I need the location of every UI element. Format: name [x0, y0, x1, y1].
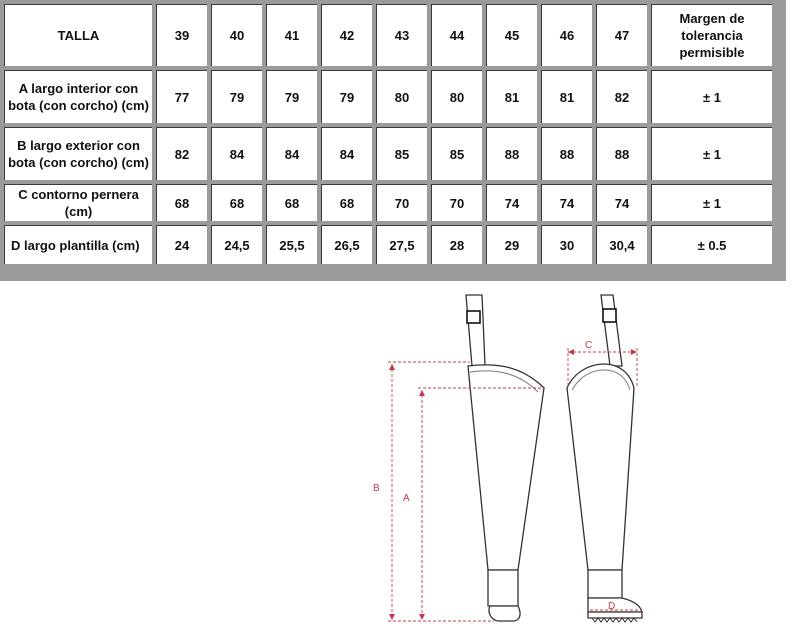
table-cell: 70 [376, 184, 427, 221]
table-cell: 84 [266, 127, 317, 180]
table-cell: 28 [431, 225, 482, 264]
table-cell: 79 [266, 70, 317, 123]
table-cell: 84 [321, 127, 372, 180]
size-header-cell: 40 [211, 4, 262, 66]
table-cell: 81 [486, 70, 537, 123]
table-cell: 68 [266, 184, 317, 221]
size-header-cell: 41 [266, 4, 317, 66]
table-cell: 79 [211, 70, 262, 123]
table-cell: 25,5 [266, 225, 317, 264]
table-cell: 80 [431, 70, 482, 123]
row-label: D largo plantilla (cm) [4, 225, 152, 264]
table-cell: 74 [486, 184, 537, 221]
table-cell: 85 [376, 127, 427, 180]
tolerance-header: Margen de tolerancia permisible [651, 4, 772, 66]
size-header-cell: 47 [596, 4, 647, 66]
size-header-cell: 43 [376, 4, 427, 66]
table-cell: 68 [321, 184, 372, 221]
table-cell: 88 [596, 127, 647, 180]
row-label: C contorno pernera (cm) [4, 184, 152, 221]
tolerance-cell: ± 1 [651, 70, 772, 123]
table-cell: 88 [541, 127, 592, 180]
table-cell: 74 [541, 184, 592, 221]
dimension-label-b: B [373, 483, 380, 494]
size-header-cell: 39 [156, 4, 207, 66]
wader-measurement-diagram [0, 281, 794, 626]
tolerance-cell: ± 1 [651, 127, 772, 180]
size-header-cell: 45 [486, 4, 537, 66]
tolerance-cell: ± 1 [651, 184, 772, 221]
wader-front-view [567, 295, 642, 622]
row-label: B largo exterior con bota (con corcho) (cm) [4, 127, 152, 180]
table-cell: 26,5 [321, 225, 372, 264]
wader-side-view [466, 295, 544, 621]
size-table [0, 0, 776, 268]
table-row [4, 225, 772, 264]
table-cell: 68 [156, 184, 207, 221]
table-cell: 70 [431, 184, 482, 221]
size-header-cell: 42 [321, 4, 372, 66]
dimension-label-d: D [608, 601, 616, 612]
table-header-row [4, 4, 772, 66]
size-header-label: TALLA [4, 4, 152, 66]
table-row [4, 70, 772, 123]
dimension-label-c: C [585, 340, 593, 351]
table-cell: 77 [156, 70, 207, 123]
table-cell: 27,5 [376, 225, 427, 264]
table-cell: 30 [541, 225, 592, 264]
table-row [4, 127, 772, 180]
table-cell: 24,5 [211, 225, 262, 264]
table-row [4, 184, 772, 221]
table-cell: 30,4 [596, 225, 647, 264]
table-cell: 68 [211, 184, 262, 221]
table-cell: 81 [541, 70, 592, 123]
table-cell: 79 [321, 70, 372, 123]
table-cell: 74 [596, 184, 647, 221]
tolerance-cell: ± 0.5 [651, 225, 772, 264]
table-cell: 85 [431, 127, 482, 180]
table-cell: 82 [156, 127, 207, 180]
table-cell: 84 [211, 127, 262, 180]
table-cell: 29 [486, 225, 537, 264]
table-cell: 82 [596, 70, 647, 123]
table-cell: 88 [486, 127, 537, 180]
dimension-label-a: A [403, 493, 410, 504]
table-cell: 24 [156, 225, 207, 264]
size-header-cell: 46 [541, 4, 592, 66]
table-cell: 80 [376, 70, 427, 123]
row-label: A largo interior con bota (con corcho) (cm) [4, 70, 152, 123]
size-table-panel [0, 0, 786, 281]
size-header-cell: 44 [431, 4, 482, 66]
